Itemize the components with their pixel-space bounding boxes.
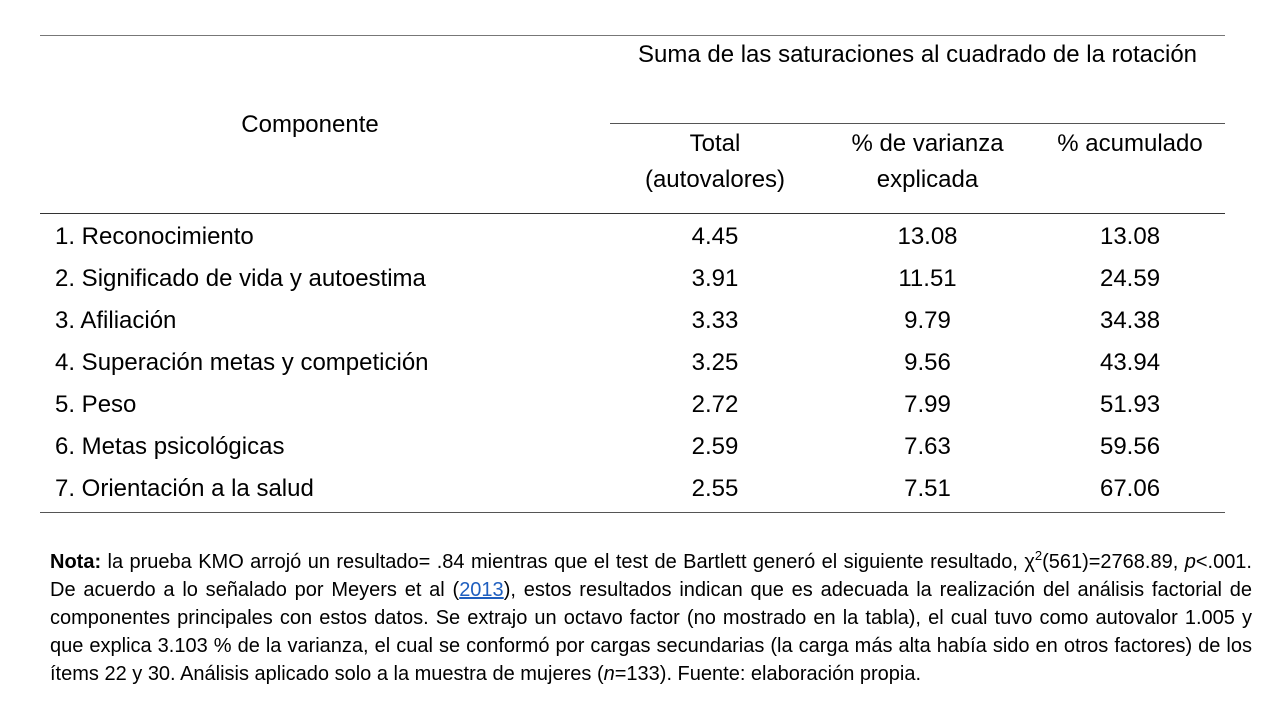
cumulative-header: % acumulado (1057, 130, 1203, 157)
table-note (50, 548, 1252, 688)
total-value: 3.33 (691, 307, 739, 334)
component-name: 4. Superación metas y competición (55, 349, 429, 376)
table-row (40, 384, 1225, 426)
cumulative-value: 34.38 (1099, 307, 1161, 334)
factor-analysis-table (40, 35, 1225, 513)
total-value: 2.59 (691, 433, 739, 460)
total-header-line2: (autovalores) (644, 166, 786, 193)
component-name: 1. Reconocimiento (40, 214, 610, 259)
component-name: 3. Afiliación (55, 307, 177, 334)
note-text-4: ), estos resultados indican que es adecuada la realización del análisis factorial de componentes principales con estos datos. Se extrajo un octavo factor (no mostrado en la tabla), el cual tuvo como autovalor 1.005 y que explica 3.103 % de la varianza, el cual se conformó por cargas secundarias (la carga más alta había sido en otros factores) de los ítems 22 y 30. Análisis aplicado solo a la muestra de mujeres ( (50, 579, 1252, 685)
note-label: Nota: (50, 551, 102, 573)
cumulative-value: 59.56 (1099, 433, 1161, 460)
citation-link[interactable]: 2013 (459, 579, 504, 601)
variance-value: 9.56 (904, 349, 951, 376)
note-text-3: <.001. De acuerdo a lo señalado por Meyers et al ( (50, 551, 1252, 601)
cumulative-value: 24.59 (1099, 265, 1161, 292)
table-row (40, 258, 1225, 300)
total-value: 2.72 (691, 391, 739, 418)
group-header: Suma de las saturaciones al cuadrado de la rotación (610, 36, 1225, 124)
note-text-2: (561)=2768.89, (1042, 551, 1185, 573)
variance-value: 7.63 (904, 433, 951, 460)
component-header: Componente (40, 36, 610, 214)
table-row (40, 468, 1225, 513)
table-row (40, 342, 1225, 384)
variance-header-line1: % de varianza (851, 130, 1004, 157)
variance-value: 11.51 (898, 265, 957, 292)
total-value: 3.91 (691, 265, 739, 292)
variance-value: 7.99 (904, 391, 951, 418)
note-text-1: la prueba KMO arrojó un resultado= .84 mientras que el test de Bartlett generó el siguiente resultado, χ (101, 551, 1035, 573)
table-row (40, 426, 1225, 468)
component-name: 5. Peso (55, 391, 137, 418)
chi-square-superscript: 2 (1034, 548, 1043, 563)
total-header (610, 124, 820, 214)
cumulative-value: 67.06 (1035, 468, 1225, 513)
component-name: 2. Significado de vida y autoestima (55, 265, 426, 292)
factor-table-container (40, 35, 1225, 513)
header-row-top (40, 36, 1225, 124)
component-name: 7. Orientación a la salud (40, 468, 610, 513)
total-value: 3.25 (691, 349, 739, 376)
cumulative-value: 13.08 (1035, 214, 1225, 259)
variance-value: 7.51 (820, 468, 1035, 513)
table-row (40, 300, 1225, 342)
total-value: 4.45 (610, 214, 820, 259)
cumulative-value: 43.94 (1099, 349, 1161, 376)
total-value: 2.55 (610, 468, 820, 513)
variance-value: 13.08 (820, 214, 1035, 259)
variance-header (820, 124, 1035, 214)
p-symbol: p (1184, 551, 1196, 573)
component-name: 6. Metas psicológicas (55, 433, 285, 460)
variance-value: 9.79 (904, 307, 951, 334)
variance-header-line2: explicada (876, 166, 979, 193)
n-symbol: n (603, 663, 615, 685)
total-header-line1: Total (689, 130, 741, 157)
note-text-5: =133). Fuente: elaboración propia. (614, 663, 922, 685)
cumulative-value: 51.93 (1099, 391, 1161, 418)
table-row (40, 214, 1225, 259)
